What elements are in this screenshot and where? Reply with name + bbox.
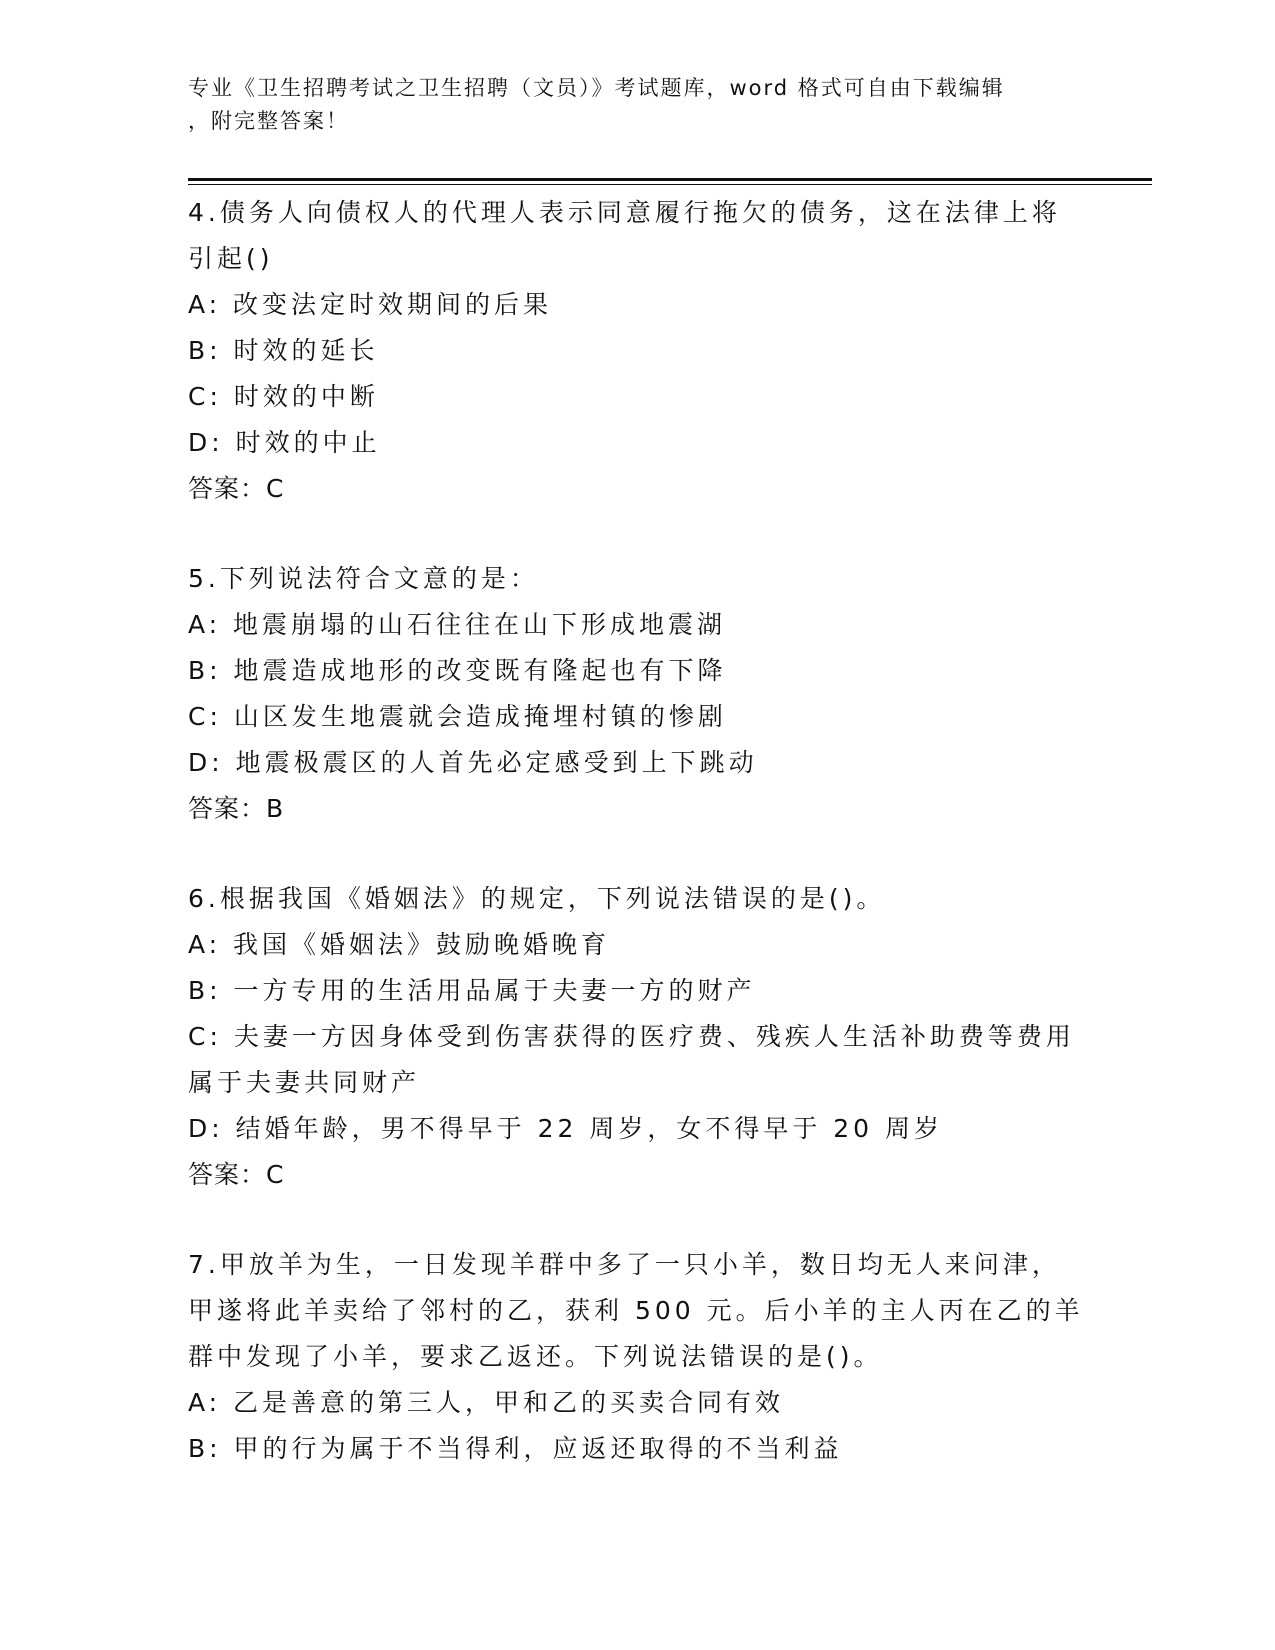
question-4 [188,190,1088,512]
option-a: A: 我国《婚姻法》鼓励晚婚晚育 [188,930,611,959]
option-b: B: 时效的延长 [188,336,379,365]
answer-text: 答案：C [188,474,285,503]
option-a: A: 改变法定时效期间的后果 [188,290,553,319]
option-b: B: 地震造成地形的改变既有隆起也有下降 [188,656,727,685]
option-d: D: 结婚年龄，男不得早于 22 周岁，女不得早于 20 周岁 [188,1114,944,1143]
option-b: B: 甲的行为属于不当得利，应返还取得的不当利益 [188,1434,843,1463]
option-c: C: 山区发生地震就会造成掩埋村镇的惨剧 [188,702,727,731]
question-7 [188,1242,1088,1472]
option-d: D: 时效的中止 [188,428,381,457]
header-divider-thin [188,184,1152,185]
question-stem: 7.甲放羊为生，一日发现羊群中多了一只小羊，数日均无人来问津， [188,1250,1061,1279]
question-stem: 引起() [188,244,274,273]
question-6 [188,876,1088,1198]
question-stem: 6.根据我国《婚姻法》的规定，下列说法错误的是()。 [188,884,886,913]
header-line-1: 专业《卫生招聘考试之卫生招聘（文员）》考试题库，word 格式可自由下载编辑 [188,76,1005,100]
answer-text: 答案：C [188,1160,285,1189]
question-stem: 5.下列说法符合文意的是： [188,564,539,593]
answer-text: 答案：B [188,794,285,823]
question-list [188,190,1088,1516]
option-c: C: 夫妻一方因身体受到伤害获得的医疗费、残疾人生活补助费等费用 [188,1022,1075,1051]
option-c: C: 时效的中断 [188,382,379,411]
option-a: A: 地震崩塌的山石往往在山下形成地震湖 [188,610,727,639]
option-d: D: 地震极震区的人首先必定感受到上下跳动 [188,748,758,777]
option-c-continued: 属于夫妻共同财产 [188,1068,421,1097]
header-divider-thick [188,178,1152,181]
option-a: A: 乙是善意的第三人，甲和乙的买卖合同有效 [188,1388,785,1417]
header-line-2: ，附完整答案！ [188,109,349,133]
option-b: B: 一方专用的生活用品属于夫妻一方的财产 [188,976,756,1005]
document-header [188,72,1068,138]
question-5 [188,556,1088,832]
question-stem: 甲遂将此羊卖给了邻村的乙，获利 500 元。后小羊的主人丙在乙的羊 [188,1296,1084,1325]
question-stem: 4.债务人向债权人的代理人表示同意履行拖欠的债务，这在法律上将 [188,198,1061,227]
question-stem: 群中发现了小羊，要求乙返还。下列说法错误的是()。 [188,1342,883,1371]
